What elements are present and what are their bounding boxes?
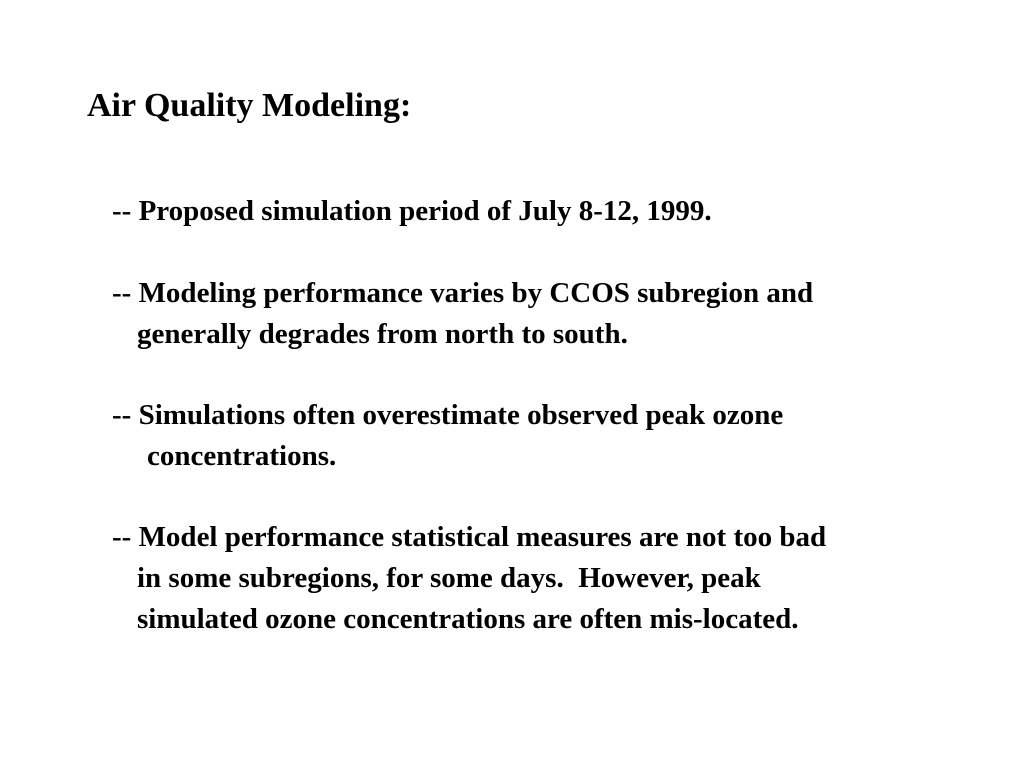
- bullet-2-line-2: generally degrades from north to south.: [137, 318, 628, 350]
- bullet-1-line-1: -- Proposed simulation period of July 8-12, 1999.: [112, 195, 712, 227]
- bullet-2-line-1: -- Modeling performance varies by CCOS subregion and: [112, 277, 814, 309]
- bullet-4-line-1: -- Model performance statistical measures are not too bad: [112, 521, 827, 553]
- bullet-3-line-2: concentrations.: [147, 440, 337, 472]
- bullet-4-line-3: simulated ozone concentrations are often mis-located.: [137, 603, 799, 635]
- bullet-3-line-1: -- Simulations often overestimate observed peak ozone: [112, 399, 784, 431]
- slide-title: Air Quality Modeling:: [87, 87, 412, 124]
- bullet-4-line-2: in some subregions, for some days. However, peak: [137, 562, 761, 594]
